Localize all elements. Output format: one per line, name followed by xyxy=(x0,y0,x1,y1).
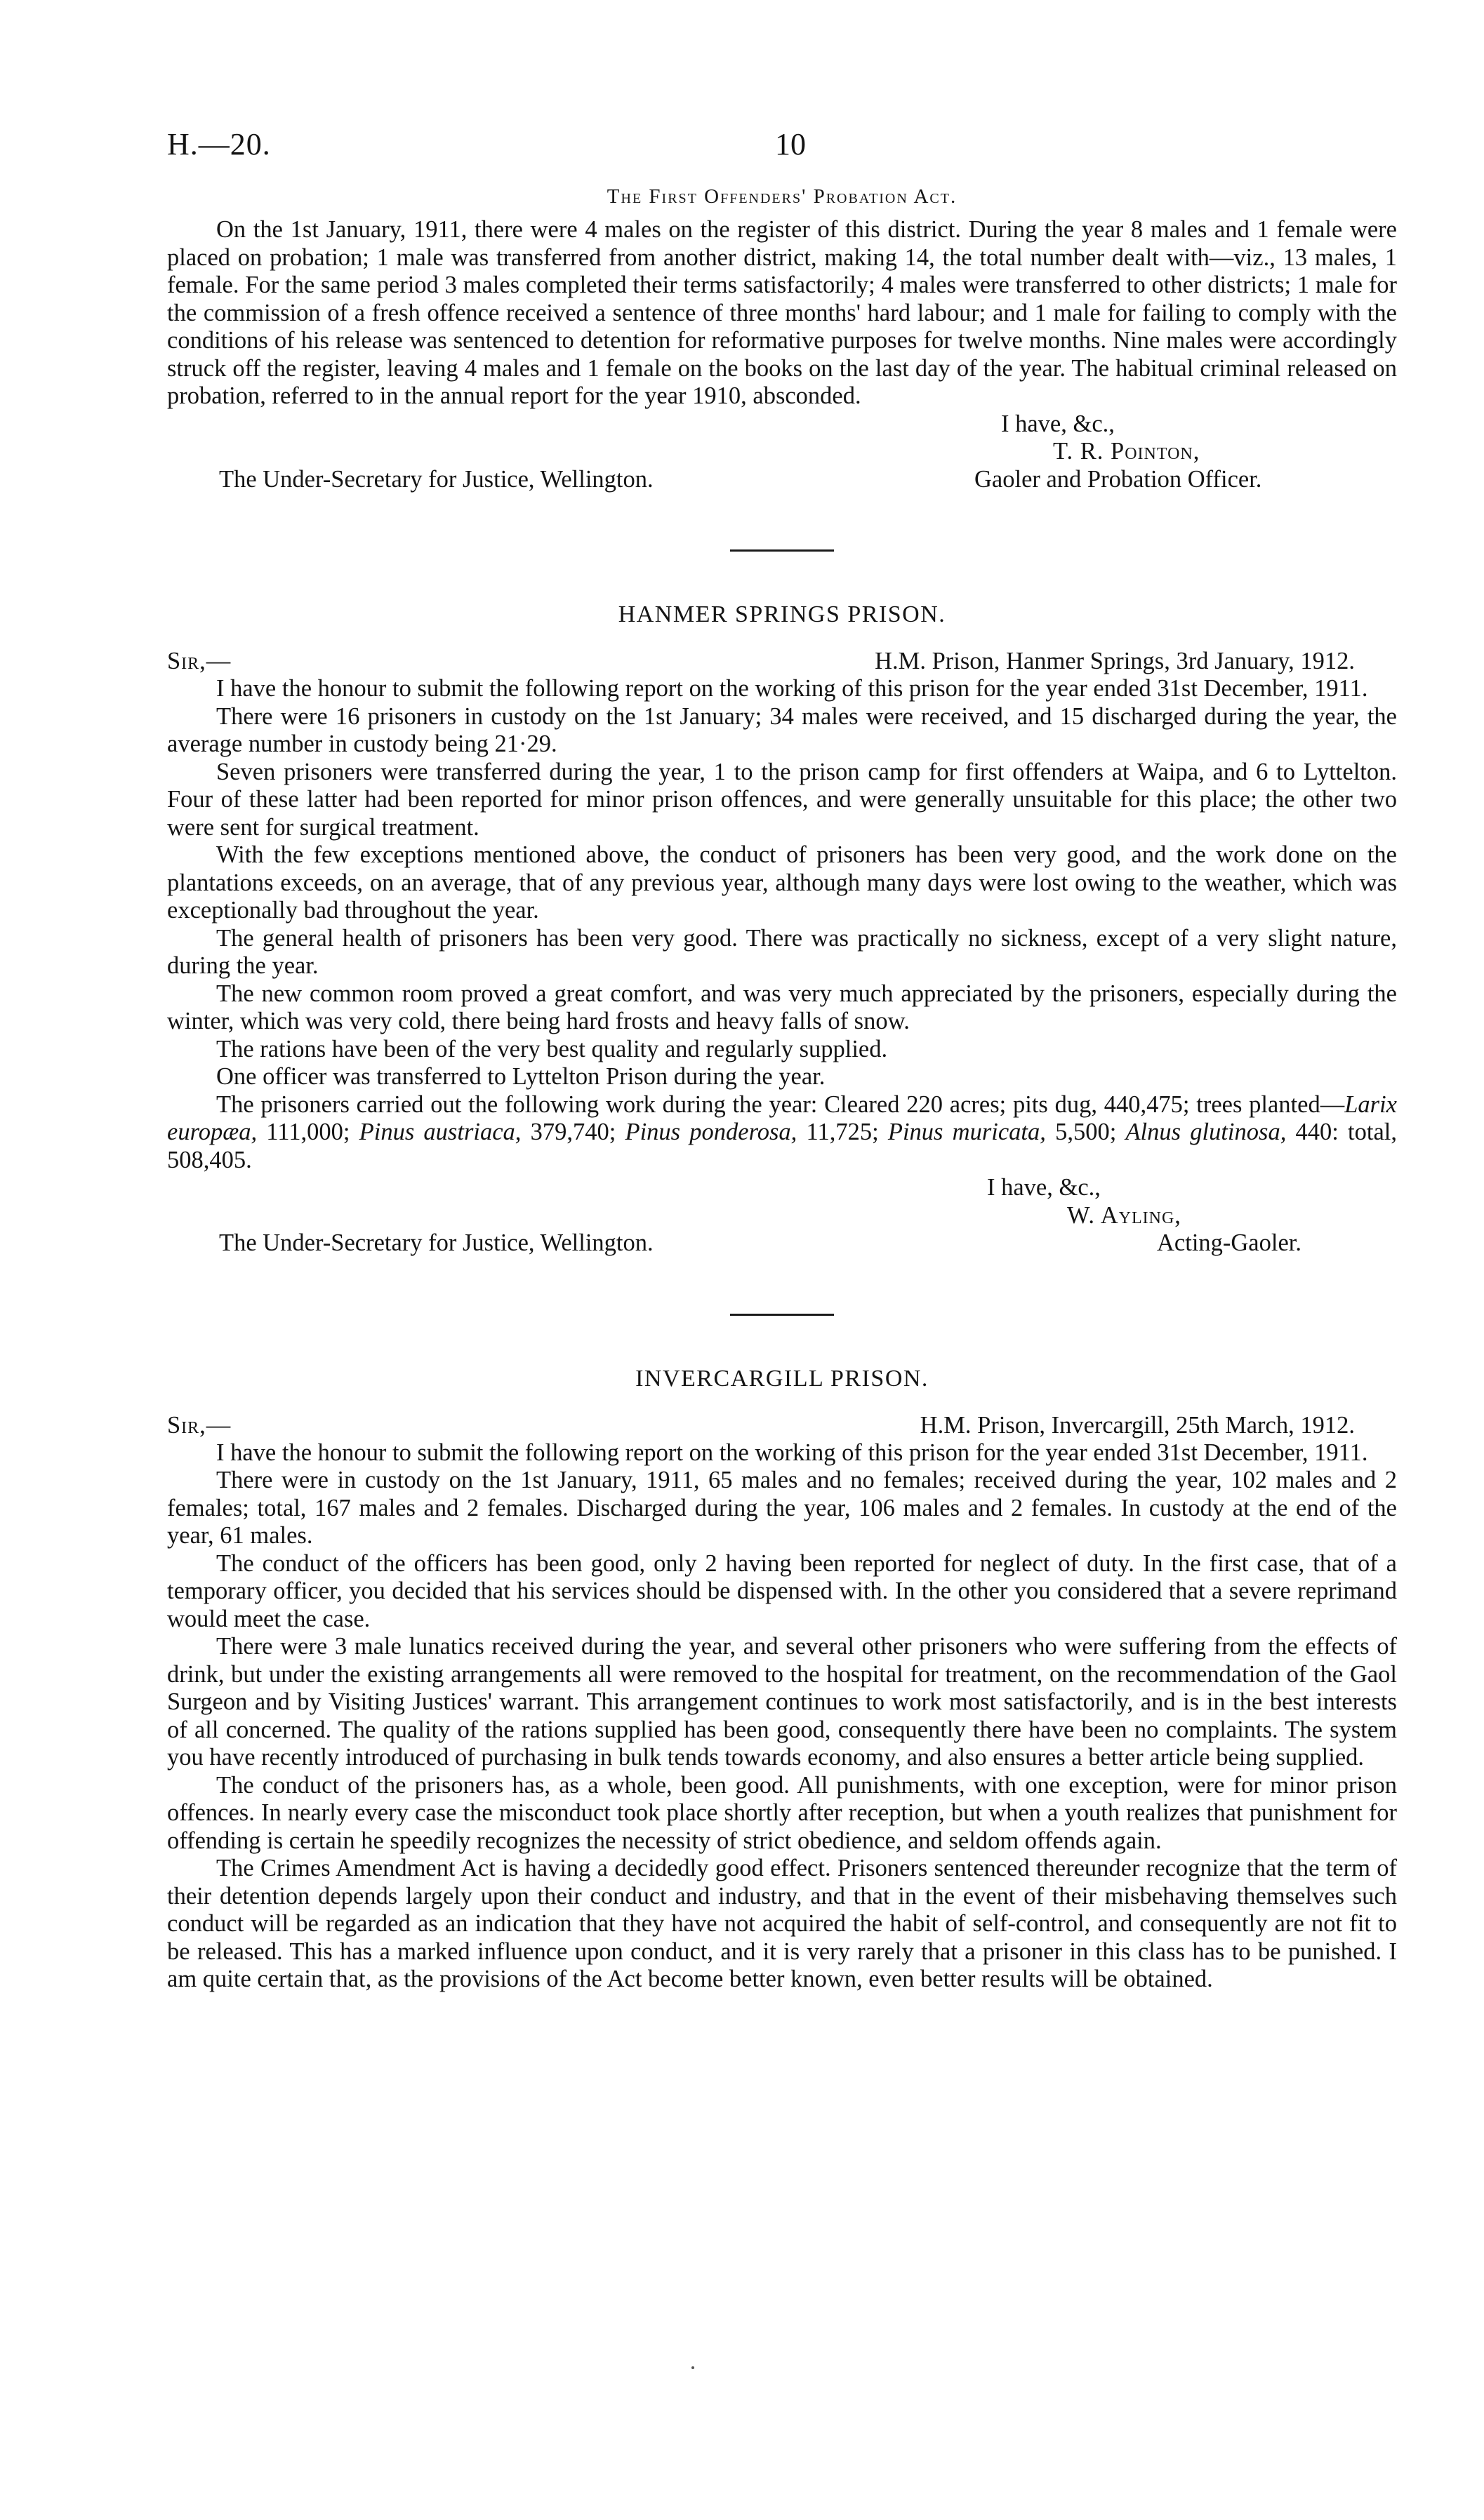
body-paragraph: With the few exceptions mentioned above, the conduct of prisoners has been very good, and the work done on the plantations exceeds, on an average, that of any previous year, although many days were lost owing to the weather, which was exceptionally bad throughout the year. xyxy=(167,841,1397,924)
stray-mark xyxy=(691,2366,694,2369)
closing-phrase: I have, &c., xyxy=(987,1174,1101,1201)
species-name: Pinus austriaca, xyxy=(359,1119,522,1145)
signer-name: W. Ayling, xyxy=(1067,1201,1181,1229)
body-paragraph: The rations have been of the very best quality and regularly supplied. xyxy=(216,1035,888,1062)
body-paragraph: There were in custody on the 1st January, 1911, 65 males and no females; received during the year, 102 males and 2 females; total, 167 males and 2 females. Discharged during the year, 106 males and 2 females. In custody at the end of the year, 61 males. xyxy=(167,1467,1397,1549)
section-title: INVERCARGILL PRISON. xyxy=(635,1365,929,1392)
signer-name: T. R. Pointon, xyxy=(1053,438,1200,465)
closing-phrase: I have, &c., xyxy=(1001,410,1115,437)
place-date: H.M. Prison, Invercargill, 25th March, 1912. xyxy=(920,1411,1355,1439)
work-paragraph xyxy=(167,1091,1397,1175)
document-reference: H.—20. xyxy=(167,127,271,161)
body-paragraph: Seven prisoners were transferred during the year, 1 to the prison camp for first offenders at Waipa, and 6 to Lyttelton. Four of these latter had been reported for minor prison offences, and were generally unsuitable for this place; the other two were sent for surgical treatment. xyxy=(167,758,1397,841)
body-paragraph: The new common room proved a great comfort, and was very much appreciated by the prisoners, especially during the winter, which was very cold, there being hard frosts and heavy falls of snow. xyxy=(167,980,1397,1034)
place-date: H.M. Prison, Hanmer Springs, 3rd January, 1912. xyxy=(875,648,1355,674)
body-paragraph: The conduct of the prisoners has, as a whole, been good. All punishments, with one exception, were for minor prison offences. In nearly every case the misconduct took place shortly after reception, but when a youth realizes that punishment for offending is certain he speedily recognizes the necessity of strict obedience, and seldom offends again. xyxy=(167,1771,1397,1854)
section-title: HANMER SPRINGS PRISON. xyxy=(618,601,946,627)
invercargill-section xyxy=(167,1365,1397,1994)
signature-block xyxy=(167,1174,1397,1258)
species-count: 111,000; xyxy=(257,1119,359,1145)
body-paragraph: The general health of prisoners has been very good. There was practically no sickness, except of a very slight nature, during the year. xyxy=(167,924,1397,979)
species-name: Pinus muricata, xyxy=(887,1119,1046,1145)
page-header xyxy=(167,119,1397,182)
work-intro: The prisoners carried out the following work during the year: Cleared 220 acres; pits dug, 440,475; trees planted— xyxy=(216,1091,1345,1118)
salutation: Sir,— xyxy=(167,648,232,674)
hanmer-springs-section xyxy=(167,601,1397,1258)
species-name: Alnus glutinosa, xyxy=(1125,1119,1287,1145)
salutation: Sir,— xyxy=(167,1411,232,1439)
signer-title: Gaoler and Probation Officer. xyxy=(974,465,1262,493)
addressee: The Under-Secretary for Justice, Wellington. xyxy=(219,1229,654,1256)
body-paragraph: I have the honour to submit the following report on the working of this prison for the year ended 31st December, 1911. xyxy=(216,1439,1368,1466)
salutation-line xyxy=(167,647,1397,675)
species-count: 5,500; xyxy=(1045,1119,1126,1145)
section-title: The First Offenders' Probation Act. xyxy=(607,185,958,208)
species-count: 440: total, 508,405. xyxy=(167,1119,1397,1173)
body-paragraph: There were 16 prisoners in custody on the 1st January; 34 males were received, and 15 discharged during the year, the average number in custody being 21·29. xyxy=(167,702,1397,757)
body-paragraph: One officer was transferred to Lyttelton Prison during the year. xyxy=(216,1063,826,1090)
species-count: 11,725; xyxy=(797,1119,888,1145)
first-offenders-section xyxy=(167,182,1397,493)
signature-block xyxy=(167,411,1397,494)
body-paragraph: The Crimes Amendment Act is having a decidedly good effect. Prisoners sentenced thereunder recognize that the term of their detention depends largely upon their conduct and industry, and that in the event of their misbehaving themselves such conduct will be regarded as an indication that they have not acquired the habit of self-control, and consequently are not fit to be released. This has a marked influence upon conduct, and it is very rarely that a prisoner in this class has to be punished. I am quite certain that, as the provisions of the Act become better known, even better results will be obtained. xyxy=(167,1855,1397,1992)
signer-title: Acting-Gaoler. xyxy=(1157,1229,1301,1256)
salutation-line xyxy=(167,1411,1397,1439)
body-paragraph: I have the honour to submit the following report on the working of this prison for the year ended 31st December, 1911. xyxy=(216,675,1368,702)
document-page xyxy=(167,119,1397,1994)
species-name: Larix europæa, xyxy=(167,1091,1397,1145)
addressee: The Under-Secretary for Justice, Wellington. xyxy=(219,465,654,493)
species-count: 379,740; xyxy=(521,1119,625,1145)
species-name: Pinus ponderosa, xyxy=(625,1119,797,1145)
body-paragraph: On the 1st January, 1911, there were 4 males on the register of this district. During the year 8 males and 1 female were placed on probation; 1 male was transferred from another district, making 14, the total number dealt with—viz., 13 males, 1 female. For the same period 3 males completed their terms satisfactorily; 4 males were transferred to other districts; 1 male for the commission of a fresh offence received a sentence of three months' hard labour; and 1 male for failing to comply with the conditions of his release was sentenced to detention for reformative purposes for twelve months. Nine males were accordingly struck off the register, leaving 4 males and 1 female on the books on the last day of the year. The habitual criminal released on probation, referred to in the annual report for the year 1910, absconded. xyxy=(167,216,1397,409)
body-paragraph: The conduct of the officers has been good, only 2 having been reported for neglect of duty. In the first case, that of a temporary officer, you decided that his services should be dispensed with. In the other you considered that a severe reprimand would meet the case. xyxy=(167,1549,1397,1632)
body-paragraph: There were 3 male lunatics received during the year, and several other prisoners who were suffering from the effects of drink, but under the existing arrangements all were removed to the hospital for treatment, on the recommendation of the Gaol Surgeon and by Visiting Justices' warrant. This arrangement continues to work most satisfactorily, and is in the best interests of all concerned. The quality of the rations supplied has been good, consequently there have been no complaints. The system you have recently introduced of purchasing in bulk tends towards economy, and also ensures a better article being supplied. xyxy=(167,1633,1397,1771)
page-number: 10 xyxy=(775,127,806,161)
